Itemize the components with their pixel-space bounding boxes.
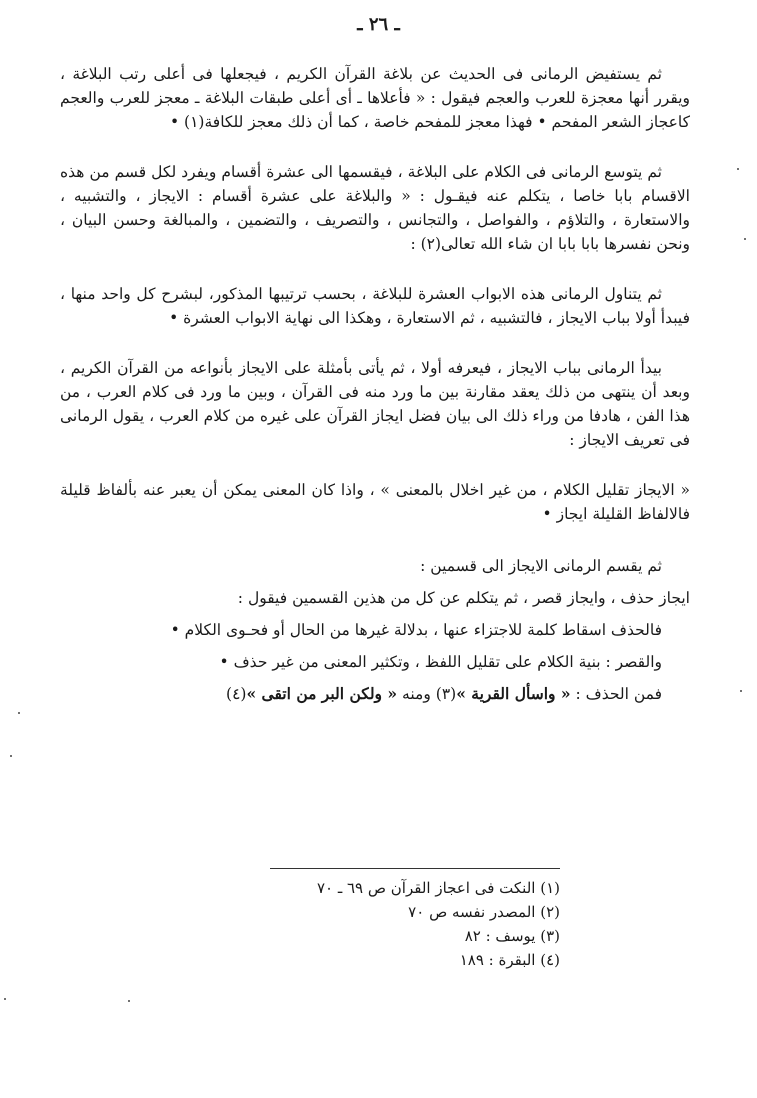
footnote-1: (١) النكت فى اعجاز القرآن ص ٦٩ ـ ٧٠	[316, 879, 560, 897]
footnote-ref-3: (٣) ومنه	[397, 685, 457, 703]
paragraph-examples	[60, 682, 690, 706]
paragraph-ijaz-chapter: بيدأ الرمانى بباب الايجاز ، فيعرفه أولا ، ثم يأتى بأمثلة على الايجاز بأنواعه من القرآن الكريم ، وبعد أن ينتهى من ذلك يعقد مقارنة بين ما ورد منه فى القرآن ، وبين ما ورد فى كلام العرب ، من هذا الفن ، هادفا من وراء ذلك الى بيان فضل ايجاز القرآن على غيره من كلام العرب ، يقول الرمانى فى تعريف الايجاز :	[60, 359, 690, 449]
paragraph-hadhf-definition: فالحذف اسقاط كلمة للاجتزاء عنها ، بدلالة غيرها من الحال أو فحـوى الكلام •	[170, 621, 662, 639]
footnote-2: (٢) المصدر نفسه ص ٧٠	[408, 903, 560, 921]
body-text	[60, 62, 690, 706]
paragraph-two-types: ثم يقسم الرمانى الايجاز الى قسمين :	[420, 557, 662, 575]
scan-speck	[737, 168, 739, 170]
scan-speck	[740, 690, 742, 692]
footnote-ref-4: (٤)	[226, 685, 247, 703]
paragraph-types-listed: ايجاز حذف ، وايجاز قصر ، ثم يتكلم عن كل من هذين القسمين فيقول :	[237, 589, 690, 607]
footnote-divider	[270, 868, 560, 869]
footnotes	[230, 876, 560, 972]
paragraph-ten-divisions: ثم يتوسع الرمانى فى الكلام على البلاغة ، فيقسمها الى عشرة أقسام ويفرد لكل قسم من هذه الاقسام بابا خاصا ، يتكلم عنه فيقـول : « والبلاغة على عشرة أقسام : الايجاز ، والتشبيه ، والاستعارة ، والتلاؤم ، والفواصل ، والتجانس ، والتصريف ، والتضمين ، والمبالغة وحسن البيان ، ونحن نفسرها بابا بابا ان شاء الله تعالى(٢) :	[60, 163, 690, 253]
quran-quote-baqarah: « ولكن البر من اتقى »	[246, 684, 398, 703]
footnote-3: (٣) يوسف : ٨٢	[464, 927, 560, 945]
paragraph-ijaz-definition: « الايجاز تقليل الكلام ، من غير اخلال بالمعنى » ، واذا كان المعنى يمكن أن يعبر عنه بألفاظ قليلة فالالفاظ القليلة ايجاز •	[60, 481, 690, 523]
scan-speck	[4, 998, 6, 1000]
examples-lead: فمن الحذف :	[570, 685, 662, 703]
paragraph-qasr-definition: والقصر : بنية الكلام على تقليل اللفظ ، وتكثير المعنى من غير حذف •	[219, 653, 662, 671]
scan-speck	[10, 755, 12, 757]
scan-speck	[744, 238, 746, 240]
scan-speck	[128, 1000, 130, 1002]
paragraph-eloquence-of-quran: ثم يستفيض الرمانى فى الحديث عن بلاغة القرآن الكريم ، فيجعلها فى أعلى رتب البلاغة ، ويقرر أنها معجزة للعرب والعجم فيقول : « فأعلاها ـ أى أعلى طبقات البلاغة ـ معجز للعرب والعجم كاعجاز الشعر المفحم • فهذا معجز للمفحم خاصة ، كما أن ذلك معجز للكافة(١) •	[60, 65, 690, 131]
paragraph-ten-chapters: ثم يتناول الرمانى هذه الابواب العشرة للبلاغة ، بحسب ترتيبها المذكور، لبشرح كل واحد منها ، فيبدأ أولا بباب الايجاز ، فالتشبيه ، ثم الاستعارة ، وهكذا الى نهاية الابواب العشرة •	[60, 285, 690, 327]
quran-quote-yusuf: « واسأل القرية »	[456, 684, 571, 703]
page-number: ـ ٢٦ ـ	[357, 14, 400, 35]
footnote-4: (٤) البقرة : ١٨٩	[459, 951, 560, 969]
scan-speck	[18, 712, 20, 714]
